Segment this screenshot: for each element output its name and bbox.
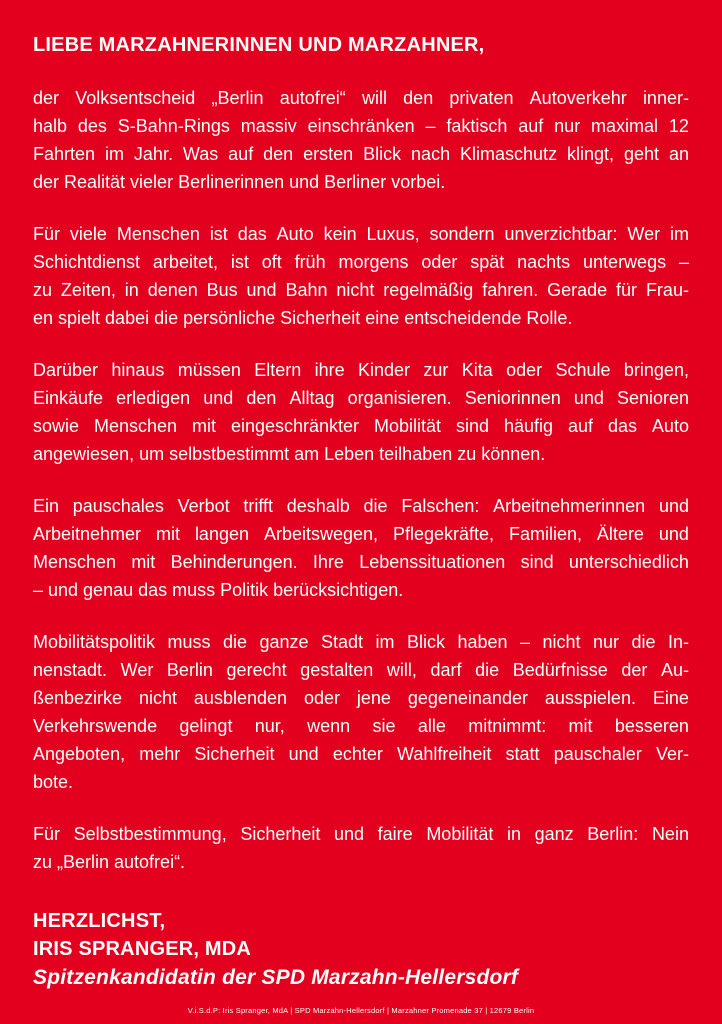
text-line: Arbeitnehmer mit langen Arbeitswegen, Pflegekräfte, Familien, Ältere und xyxy=(33,524,689,544)
closing-name: IRIS SPRANGER, MDA xyxy=(33,938,252,960)
text-line: nenstadt. Wer Berlin gerecht gestalten will, darf die Bedürfnisse der Au- xyxy=(33,660,689,680)
text-line: en spielt dabei die persönliche Sicherheit eine entscheidende Rolle. xyxy=(33,308,573,328)
closing-block xyxy=(33,907,689,993)
paragraph xyxy=(33,220,689,332)
text-line: Angeboten, mehr Sicherheit und echter Wahlfreiheit statt pauschaler Ver- xyxy=(33,744,689,764)
text-line: zu Zeiten, in denen Bus und Bahn nicht regelmäßig fahren. Gerade für Frau- xyxy=(33,280,689,300)
text-line: Mobilitätspolitik muss die ganze Stadt im Blick haben – nicht nur die In- xyxy=(33,632,689,652)
text-line: bote. xyxy=(33,772,74,792)
text-line: Ein pauschales Verbot trifft deshalb die Falschen: Arbeitnehmerinnen und xyxy=(33,496,689,516)
body-paragraphs xyxy=(33,84,689,876)
text-line: Für viele Menschen ist das Auto kein Luxus, sondern unverzichtbar: Wer im xyxy=(33,224,689,244)
text-line: Verkehrswende gelingt nur, wenn sie alle mitnimmt: mit besseren xyxy=(33,716,689,736)
paragraph xyxy=(33,84,689,196)
paragraph xyxy=(33,492,689,604)
text-line: zu „Berlin autofrei“. xyxy=(33,852,186,872)
text-line: angewiesen, um selbstbestimmt am Leben teilhaben zu können. xyxy=(33,444,546,464)
text-line: ßenbezirke nicht ausblenden oder jene gegeneinander ausspielen. Eine xyxy=(33,688,689,708)
closing-role: Spitzenkandidatin der SPD Marzahn-Hellersdorf xyxy=(33,966,519,989)
greeting-heading: LIEBE MARZAHNERINNEN UND MARZAHNER, xyxy=(33,34,485,56)
paragraph xyxy=(33,820,689,876)
text-line: der Realität vieler Berlinerinnen und Berliner vorbei. xyxy=(33,172,446,192)
text-line: Für Selbstbestimmung, Sicherheit und faire Mobilität in ganz Berlin: Nein xyxy=(33,824,689,844)
closing-salutation: HERZLICHST, xyxy=(33,910,166,932)
text-line: – und genau das muss Politik berücksichtigen. xyxy=(33,580,404,600)
text-line: Schichtdienst arbeitet, ist oft früh morgens oder spät nachts unterwegs – xyxy=(33,252,689,272)
text-line: halb des S-Bahn-Rings massiv einschränken – faktisch auf nur maximal 12 xyxy=(33,116,689,136)
text-line: Menschen mit Behinderungen. Ihre Lebenssituationen sind unterschiedlich xyxy=(33,552,689,572)
text-line: Fahrten im Jahr. Was auf den ersten Blick nach Klimaschutz klingt, geht an xyxy=(33,144,689,164)
text-line: sowie Menschen mit eingeschränkter Mobilität sind häufig auf das Auto xyxy=(33,416,689,436)
text-line: der Volksentscheid „Berlin autofrei“ will den privaten Autoverkehr inner- xyxy=(33,88,689,108)
paragraph xyxy=(33,628,689,796)
imprint-line: V.i.S.d.P: Iris Spranger, MdA | SPD Marzahn-Hellersdorf | Marzahner Promenade 37 | 12679 Berlin xyxy=(187,1006,535,1015)
paragraph xyxy=(33,356,689,468)
text-line: Einkäufe erledigen und den Alltag organisieren. Seniorinnen und Senioren xyxy=(33,388,689,408)
text-line: Darüber hinaus müssen Eltern ihre Kinder zur Kita oder Schule bringen, xyxy=(33,360,689,380)
